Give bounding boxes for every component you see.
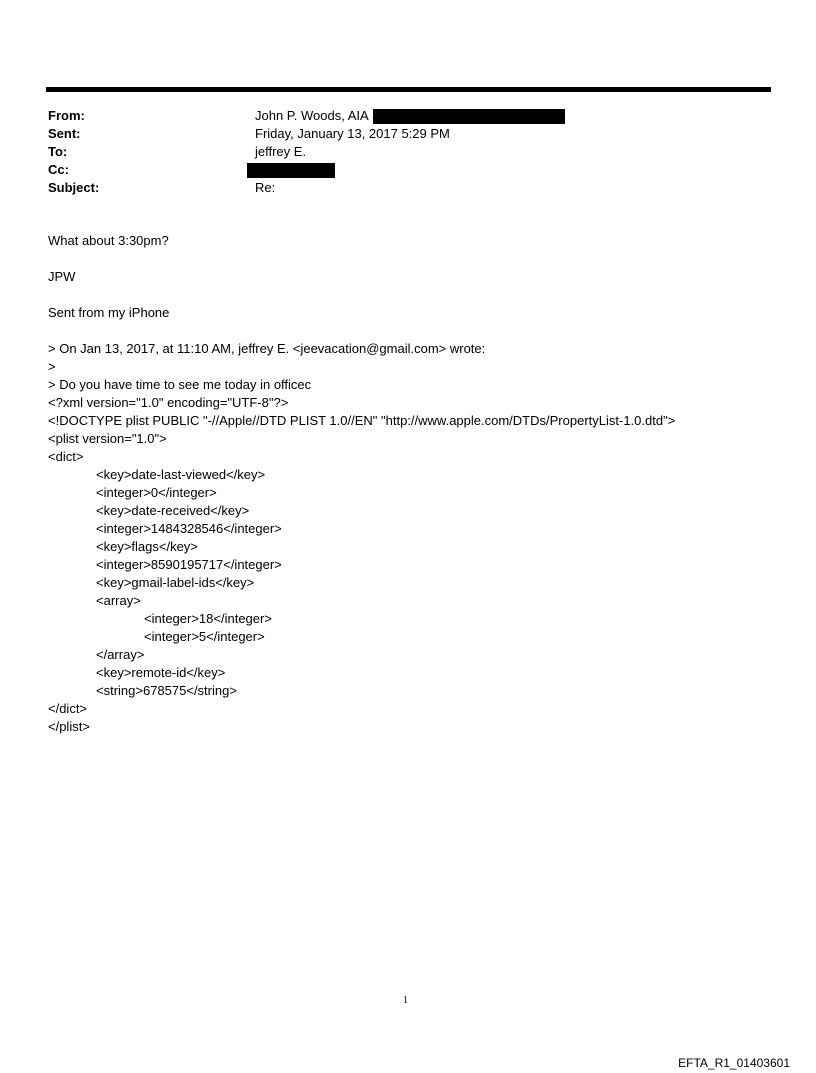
sent-label: Sent: — [48, 126, 81, 141]
plist-line: <dict> — [48, 449, 84, 464]
plist-line: <key>remote-id</key> — [96, 665, 226, 680]
from-value-wrap — [255, 107, 565, 125]
plist-line: <integer>18</integer> — [144, 611, 272, 626]
plist-line: <integer>0</integer> — [96, 485, 217, 500]
header-divider — [46, 87, 771, 92]
spacer — [48, 250, 788, 268]
plist-line: <plist version="1.0"> — [48, 431, 167, 446]
cc-value-wrap — [255, 163, 335, 178]
to-row — [48, 143, 748, 161]
subject-value: Re: — [255, 180, 276, 195]
body-line: What about 3:30pm? — [48, 233, 169, 248]
plist-line: <key>date-received</key> — [96, 503, 250, 518]
email-body — [48, 232, 788, 736]
from-label: From: — [48, 108, 85, 123]
to-value: jeffrey E. — [255, 144, 307, 159]
to-label: To: — [48, 144, 68, 159]
plist-line: <?xml version="1.0" encoding="UTF-8"?> — [48, 395, 289, 410]
page-number: 1 — [403, 995, 408, 1006]
signature-initials: JPW — [48, 269, 76, 284]
spacer — [48, 286, 788, 304]
document-id: EFTA_R1_01403601 — [678, 1056, 790, 1070]
from-value: John P. Woods, AIA — [255, 108, 369, 123]
subject-label: Subject: — [48, 180, 100, 195]
sent-from-line: Sent from my iPhone — [48, 305, 170, 320]
subject-row — [48, 179, 748, 197]
spacer — [48, 322, 788, 340]
redaction-box — [247, 163, 335, 178]
plist-line: <!DOCTYPE plist PUBLIC "-//Apple//DTD PLIST 1.0//EN" "http://www.apple.com/DTDs/PropertyList-1.0.dtd"> — [48, 413, 676, 428]
quoted-line: > — [48, 359, 56, 374]
quoted-line: > Do you have time to see me today in officec — [48, 377, 312, 392]
plist-line: <key>date-last-viewed</key> — [96, 467, 266, 482]
sent-row — [48, 125, 748, 143]
plist-line: </plist> — [48, 719, 90, 734]
plist-line: <integer>5</integer> — [144, 629, 265, 644]
plist-line: </array> — [96, 647, 145, 662]
cc-label: Cc: — [48, 162, 69, 177]
from-row — [48, 107, 748, 125]
sent-value: Friday, January 13, 2017 5:29 PM — [255, 126, 450, 141]
plist-line: </dict> — [48, 701, 88, 716]
cc-row — [48, 161, 748, 179]
plist-line: <integer>1484328546</integer> — [96, 521, 282, 536]
plist-line: <string>678575</string> — [96, 683, 237, 698]
quoted-line: > On Jan 13, 2017, at 11:10 AM, jeffrey E. <jeevacation@gmail.com> wrote: — [48, 341, 486, 356]
redaction-box — [373, 109, 565, 124]
email-header — [48, 107, 748, 197]
plist-line: <key>gmail-label-ids</key> — [96, 575, 255, 590]
plist-line: <array> — [96, 593, 141, 608]
plist-line: <key>flags</key> — [96, 539, 198, 554]
plist-line: <integer>8590195717</integer> — [96, 557, 282, 572]
